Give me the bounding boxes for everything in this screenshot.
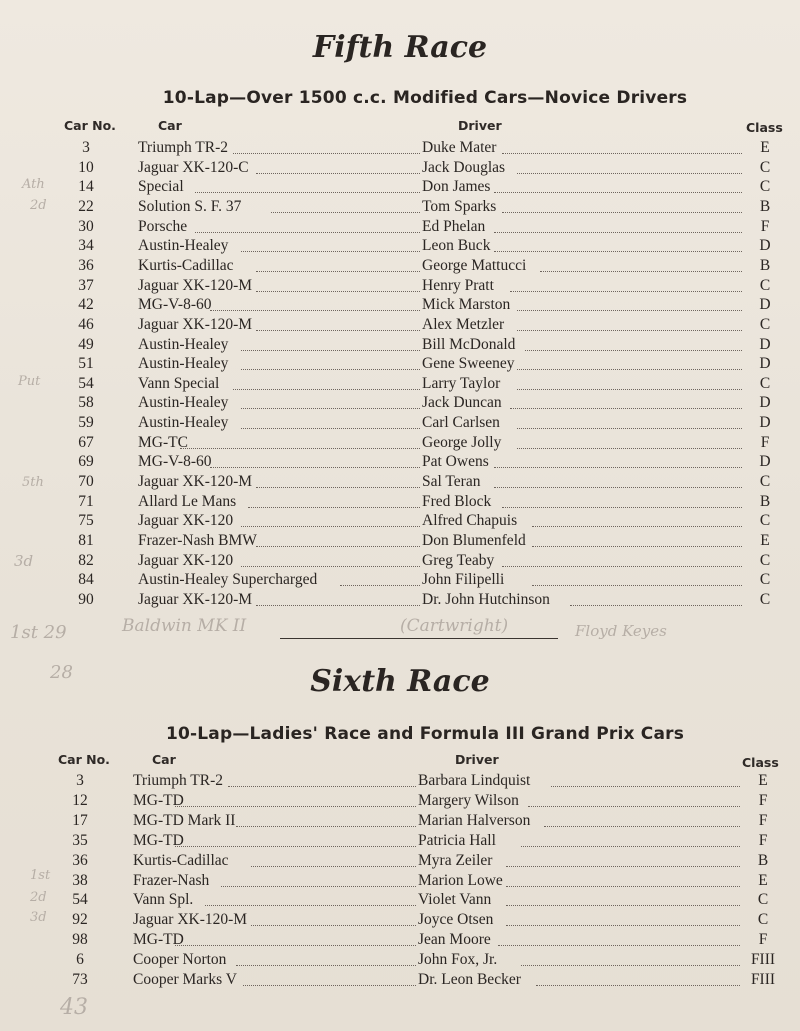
dot-leader xyxy=(210,467,420,468)
dot-leader xyxy=(521,965,740,966)
car-name: MG-TD xyxy=(133,791,184,809)
dot-leader xyxy=(498,945,740,946)
driver-name: John Filipelli xyxy=(422,571,505,589)
car-name: Jaguar XK-120-M xyxy=(138,276,253,294)
dot-leader xyxy=(494,192,742,193)
car-class: D xyxy=(759,394,771,412)
entry-row xyxy=(0,811,800,831)
driver-name: Ed Phelan xyxy=(422,217,486,235)
car-class: C xyxy=(759,315,771,333)
dot-leader xyxy=(233,389,420,390)
dot-leader xyxy=(532,546,742,547)
car-name: Vann Special xyxy=(138,374,220,392)
driver-name: Greg Teaby xyxy=(422,551,495,569)
car-class: D xyxy=(759,296,771,314)
car-class: C xyxy=(759,276,771,294)
car-number: 51 xyxy=(78,355,94,373)
dot-leader xyxy=(525,350,742,351)
entry-row xyxy=(0,158,800,178)
driver-name: Henry Pratt xyxy=(422,276,494,294)
entry-row xyxy=(0,433,800,453)
car-name: Jaguar XK-120 xyxy=(138,551,234,569)
car-class: D xyxy=(759,335,771,353)
driver-name: Mick Marston xyxy=(422,296,511,314)
car-name: Cooper Norton xyxy=(133,951,227,969)
car-name: MG-TD xyxy=(133,831,184,849)
pencil-note: (Cartwright) xyxy=(400,616,509,636)
car-class: B xyxy=(759,256,771,274)
driver-name: Jean Moore xyxy=(418,931,491,949)
driver-name: Gene Sweeney xyxy=(422,355,515,373)
car-name: Austin-Healey Supercharged xyxy=(138,571,318,589)
dot-leader xyxy=(506,886,740,887)
dot-leader xyxy=(506,925,740,926)
car-number: 17 xyxy=(72,811,88,829)
car-number: 30 xyxy=(78,217,94,235)
car-number: 34 xyxy=(78,237,94,255)
driver-name: Jack Douglas xyxy=(422,158,506,176)
entry-row xyxy=(0,413,800,433)
entry-row xyxy=(0,374,800,394)
entry-row xyxy=(0,791,800,811)
car-class: FIII xyxy=(750,971,776,988)
dot-leader xyxy=(175,945,416,946)
dot-leader xyxy=(510,291,742,292)
entry-row xyxy=(0,551,800,571)
dot-leader xyxy=(256,330,420,331)
dot-leader xyxy=(340,585,420,586)
entry-row xyxy=(0,335,800,355)
car-class: F xyxy=(760,433,770,451)
car-number: 36 xyxy=(78,256,94,274)
dot-leader xyxy=(494,487,742,488)
car-number: 54 xyxy=(72,891,88,909)
car-number: 81 xyxy=(78,532,94,549)
dot-leader xyxy=(241,251,420,252)
car-class: D xyxy=(759,453,771,471)
car-class: B xyxy=(757,851,769,869)
dot-leader xyxy=(506,866,740,867)
col-header-car-no: Car No. xyxy=(64,118,116,133)
entry-row xyxy=(0,315,800,335)
car-number: 70 xyxy=(78,473,94,491)
fifth-race-title: Fifth Race xyxy=(312,30,488,65)
car-class: B xyxy=(759,197,771,215)
driver-name: Marion Lowe xyxy=(418,871,503,889)
driver-name: Sal Teran xyxy=(422,473,481,491)
entry-row xyxy=(0,393,800,413)
driver-name: Alfred Chapuis xyxy=(422,512,518,530)
car-number: 12 xyxy=(72,791,88,809)
pencil-note: 5th xyxy=(22,475,44,490)
car-number: 14 xyxy=(78,178,94,196)
dot-leader xyxy=(517,428,742,429)
car-class: E xyxy=(758,871,768,889)
driver-name: Don James xyxy=(422,178,491,196)
car-number: 54 xyxy=(78,374,94,392)
car-name: Solution S. F. 37 xyxy=(138,197,242,215)
col-header-car: Car xyxy=(158,118,182,133)
driver-name: Tom Sparks xyxy=(422,197,497,215)
driver-name: Dr. John Hutchinson xyxy=(422,590,550,608)
driver-name: Marian Halverson xyxy=(418,811,531,829)
pencil-note: Ath xyxy=(22,177,45,192)
dot-leader xyxy=(510,408,742,409)
driver-name: Dr. Leon Becker xyxy=(418,971,521,988)
car-number: 3 xyxy=(82,139,90,156)
dot-leader xyxy=(221,886,416,887)
car-name: MG-V-8-60 xyxy=(138,296,212,314)
car-number: 71 xyxy=(78,492,94,510)
dot-leader xyxy=(540,271,742,272)
entry-row xyxy=(0,890,800,910)
car-class: D xyxy=(759,414,771,432)
dot-leader xyxy=(251,866,416,867)
driver-name: George Jolly xyxy=(422,433,502,451)
dot-leader xyxy=(175,806,416,807)
pencil-note: 28 xyxy=(50,662,73,683)
car-class: B xyxy=(759,492,771,510)
car-name: Allard Le Mans xyxy=(138,492,237,510)
driver-name: Barbara Lindquist xyxy=(418,772,531,789)
dot-leader xyxy=(205,905,416,906)
dot-leader xyxy=(256,487,420,488)
driver-name: Carl Carlsen xyxy=(422,414,500,432)
dot-leader xyxy=(256,271,420,272)
pencil-note: 1st xyxy=(30,868,51,883)
dot-leader xyxy=(256,173,420,174)
car-name: MG-TC xyxy=(138,433,188,451)
sixth-race-subtitle: 10-Lap—Ladies' Race and Formula III Grand Prix Cars xyxy=(165,724,685,744)
car-number: 46 xyxy=(78,315,94,333)
dot-leader xyxy=(256,546,420,547)
car-name: Austin-Healey xyxy=(138,414,229,432)
dot-leader xyxy=(494,232,742,233)
dot-leader xyxy=(241,526,420,527)
entry-row xyxy=(0,771,800,791)
dot-leader xyxy=(532,526,742,527)
car-number: 73 xyxy=(72,971,88,988)
car-class: FIII xyxy=(750,951,776,969)
dot-leader xyxy=(228,786,416,787)
car-class: F xyxy=(758,811,768,829)
entry-row xyxy=(0,871,800,891)
driver-name: Margery Wilson xyxy=(418,791,519,809)
entry-row xyxy=(0,138,800,158)
entry-row xyxy=(0,930,800,950)
pencil-note: 3d xyxy=(30,910,47,925)
car-class: C xyxy=(759,158,771,176)
dot-leader xyxy=(175,846,416,847)
dot-leader xyxy=(517,389,742,390)
pencil-note: Floyd Keyes xyxy=(575,622,667,640)
car-number: 42 xyxy=(78,296,94,314)
dot-leader xyxy=(517,448,742,449)
car-number: 84 xyxy=(78,571,94,589)
car-number: 3 xyxy=(76,772,84,789)
entry-row xyxy=(0,511,800,531)
car-class: E xyxy=(760,139,770,156)
car-number: 90 xyxy=(78,590,94,608)
col-header-driver: Driver xyxy=(455,752,499,767)
entry-row xyxy=(0,354,800,374)
entry-row xyxy=(0,236,800,256)
driver-name: George Mattucci xyxy=(422,256,527,274)
car-name: MG-V-8-60 xyxy=(138,453,212,471)
car-number: 38 xyxy=(72,871,88,889)
dot-leader xyxy=(271,212,420,213)
dot-leader xyxy=(494,467,742,468)
entry-row xyxy=(0,970,800,990)
dot-leader xyxy=(236,965,416,966)
driver-name: Myra Zeiler xyxy=(418,851,493,869)
car-name: Jaguar XK-120-M xyxy=(138,473,253,491)
driver-name: Patricia Hall xyxy=(418,831,496,849)
driver-name: Pat Owens xyxy=(422,453,489,471)
dot-leader xyxy=(248,507,420,508)
entry-row xyxy=(0,531,800,551)
driver-name: Duke Mater xyxy=(422,139,497,156)
car-class: C xyxy=(759,512,771,530)
entry-row xyxy=(0,256,800,276)
col-header-class: Class xyxy=(746,120,783,135)
car-number: 36 xyxy=(72,851,88,869)
car-class: C xyxy=(759,551,771,569)
driver-name: Don Blumenfeld xyxy=(422,532,526,549)
car-name: Kurtis-Cadillac xyxy=(138,256,234,274)
entry-row xyxy=(0,910,800,930)
dot-leader xyxy=(521,846,740,847)
driver-name: Larry Taylor xyxy=(422,374,501,392)
car-class: F xyxy=(758,791,768,809)
car-name: Frazer-Nash xyxy=(133,871,210,889)
car-name: Triumph TR-2 xyxy=(133,772,224,789)
car-name: Triumph TR-2 xyxy=(138,139,229,156)
entry-row xyxy=(0,276,800,296)
car-name: Jaguar XK-120-M xyxy=(138,315,253,333)
dot-leader xyxy=(180,448,420,449)
entry-row xyxy=(0,452,800,472)
fifth-race-subtitle: 10-Lap—Over 1500 c.c. Modified Cars—Novice Drivers xyxy=(162,88,688,108)
dot-leader xyxy=(241,408,420,409)
dot-leader xyxy=(528,806,740,807)
dot-leader xyxy=(502,507,742,508)
dot-leader xyxy=(502,566,742,567)
entry-row xyxy=(0,831,800,851)
entry-row xyxy=(0,950,800,970)
entry-row xyxy=(0,492,800,512)
dot-leader xyxy=(256,605,420,606)
car-class: C xyxy=(757,891,769,909)
dot-leader xyxy=(195,232,420,233)
dot-leader xyxy=(195,192,420,193)
entry-row xyxy=(0,197,800,217)
car-name: MG-TD xyxy=(133,931,184,949)
dot-leader xyxy=(517,310,742,311)
sixth-race-title: Sixth Race xyxy=(310,664,490,699)
car-name: Special xyxy=(138,178,184,196)
car-number: 37 xyxy=(78,276,94,294)
car-class: C xyxy=(759,571,771,589)
pencil-note: 2d xyxy=(30,198,47,213)
entry-row xyxy=(0,590,800,610)
dot-leader xyxy=(210,310,420,311)
dot-leader xyxy=(241,428,420,429)
pencil-note: 43 xyxy=(60,995,88,1020)
pencil-note: 2d xyxy=(30,890,47,905)
car-class: C xyxy=(759,374,771,392)
entry-row xyxy=(0,851,800,871)
dot-leader xyxy=(233,153,420,154)
car-name: Austin-Healey xyxy=(138,355,229,373)
car-number: 22 xyxy=(78,197,94,215)
car-name: Jaguar XK-120-M xyxy=(133,911,248,929)
car-number: 35 xyxy=(72,831,88,849)
car-number: 10 xyxy=(78,158,94,176)
car-class: F xyxy=(758,931,768,949)
dot-leader xyxy=(544,826,740,827)
dot-leader xyxy=(241,566,420,567)
car-class: F xyxy=(760,217,770,235)
dot-leader xyxy=(236,826,416,827)
car-name: Jaguar XK-120 xyxy=(138,512,234,530)
dot-leader xyxy=(517,369,742,370)
car-name: Jaguar XK-120-M xyxy=(138,590,253,608)
col-header-class: Class xyxy=(742,755,779,770)
driver-name: Jack Duncan xyxy=(422,394,502,412)
car-number: 75 xyxy=(78,512,94,530)
dot-leader xyxy=(536,985,740,986)
driver-name: Bill McDonald xyxy=(422,335,516,353)
entry-row xyxy=(0,472,800,492)
car-number: 59 xyxy=(78,414,94,432)
dot-leader xyxy=(502,153,742,154)
car-class: C xyxy=(759,473,771,491)
section-divider xyxy=(280,638,558,639)
dot-leader xyxy=(517,173,742,174)
driver-name: Violet Vann xyxy=(418,891,492,909)
dot-leader xyxy=(494,251,742,252)
car-number: 98 xyxy=(72,931,88,949)
car-name: Austin-Healey xyxy=(138,237,229,255)
dot-leader xyxy=(570,605,742,606)
driver-name: John Fox, Jr. xyxy=(418,951,498,969)
car-class: D xyxy=(759,237,771,255)
dot-leader xyxy=(241,350,420,351)
entry-row xyxy=(0,295,800,315)
car-name: MG-TD Mark II xyxy=(133,811,236,829)
driver-name: Joyce Otsen xyxy=(418,911,494,929)
entry-row xyxy=(0,570,800,590)
car-number: 82 xyxy=(78,551,94,569)
dot-leader xyxy=(251,925,416,926)
driver-name: Leon Buck xyxy=(422,237,491,255)
car-class: F xyxy=(758,831,768,849)
car-name: Austin-Healey xyxy=(138,335,229,353)
car-name: Vann Spl. xyxy=(133,891,194,909)
pencil-note: Put xyxy=(18,374,41,389)
driver-name: Alex Metzler xyxy=(422,315,505,333)
col-header-driver: Driver xyxy=(458,118,502,133)
car-class: C xyxy=(759,590,771,608)
car-class: E xyxy=(758,772,768,789)
car-class: E xyxy=(760,532,770,549)
car-class: D xyxy=(759,355,771,373)
dot-leader xyxy=(517,330,742,331)
car-number: 58 xyxy=(78,394,94,412)
car-name: Porsche xyxy=(138,217,188,235)
entry-row xyxy=(0,177,800,197)
col-header-car: Car xyxy=(152,752,176,767)
pencil-note: 3d xyxy=(14,552,34,570)
col-header-car-no: Car No. xyxy=(58,752,110,767)
car-class: C xyxy=(759,178,771,196)
entry-row xyxy=(0,217,800,237)
dot-leader xyxy=(506,905,740,906)
driver-name: Fred Block xyxy=(422,492,492,510)
dot-leader xyxy=(551,786,740,787)
dot-leader xyxy=(532,585,742,586)
car-number: 92 xyxy=(72,911,88,929)
car-name: Austin-Healey xyxy=(138,394,229,412)
car-number: 69 xyxy=(78,453,94,471)
dot-leader xyxy=(241,369,420,370)
dot-leader xyxy=(502,212,742,213)
car-name: Frazer-Nash BMW xyxy=(138,532,257,549)
pencil-note: Baldwin MK II xyxy=(122,616,247,636)
car-class: C xyxy=(757,911,769,929)
pencil-note: 1st 29 xyxy=(10,622,67,643)
dot-leader xyxy=(243,985,416,986)
car-number: 49 xyxy=(78,335,94,353)
car-name: Kurtis-Cadillac xyxy=(133,851,229,869)
car-name: Jaguar XK-120-C xyxy=(138,158,249,176)
car-number: 6 xyxy=(76,951,84,969)
car-number: 67 xyxy=(78,433,94,451)
dot-leader xyxy=(256,291,420,292)
car-name: Cooper Marks V xyxy=(133,971,237,988)
